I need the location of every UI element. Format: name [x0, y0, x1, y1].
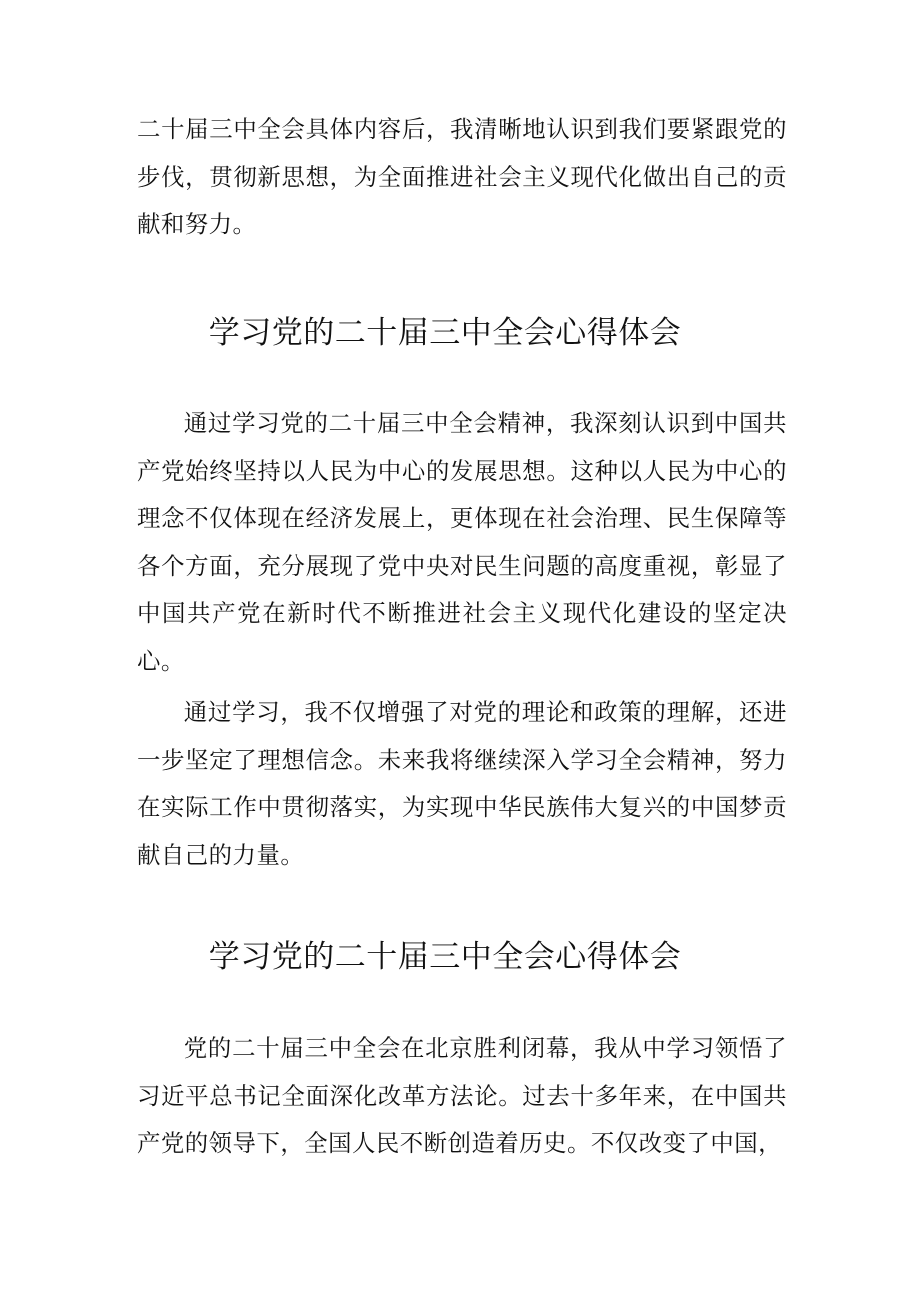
- section-heading: 学习党的二十届三中全会心得体会: [208, 315, 682, 351]
- paragraph: 党的二十届三中全会在北京胜利闭幕，我从中学习领悟了习近平总书记全面深化改革方法论。过去十多年来，在中国共产党的领导下，全国人民不断创造着历史。不仅改变了中国，: [137, 1034, 787, 1157]
- section-heading: 学习党的二十届三中全会心得体会: [208, 939, 682, 975]
- paragraph: 通过学习，我不仅增强了对党的理论和政策的理解，还进一步坚定了理想信念。未来我将继续深入学习全会精神，努力在实际工作中贯彻落实，为实现中华民族伟大复兴的中国梦贡献自己的力量。: [137, 698, 787, 869]
- paragraph-continuation: 二十届三中全会具体内容后，我清晰地认识到我们要紧跟党的步伐，贯彻新思想，为全面推进社会主义现代化做出自己的贡献和努力。: [137, 115, 787, 238]
- paragraph: 通过学习党的二十届三中全会精神，我深刻认识到中国共产党始终坚持以人民为中心的发展思想。这种以人民为中心的理念不仅体现在经济发展上，更体现在社会治理、民生保障等各个方面，充分展现了党中央对民生问题的高度重视，彰显了中国共产党在新时代不断推进社会主义现代化建设的坚定决心。: [137, 409, 787, 675]
